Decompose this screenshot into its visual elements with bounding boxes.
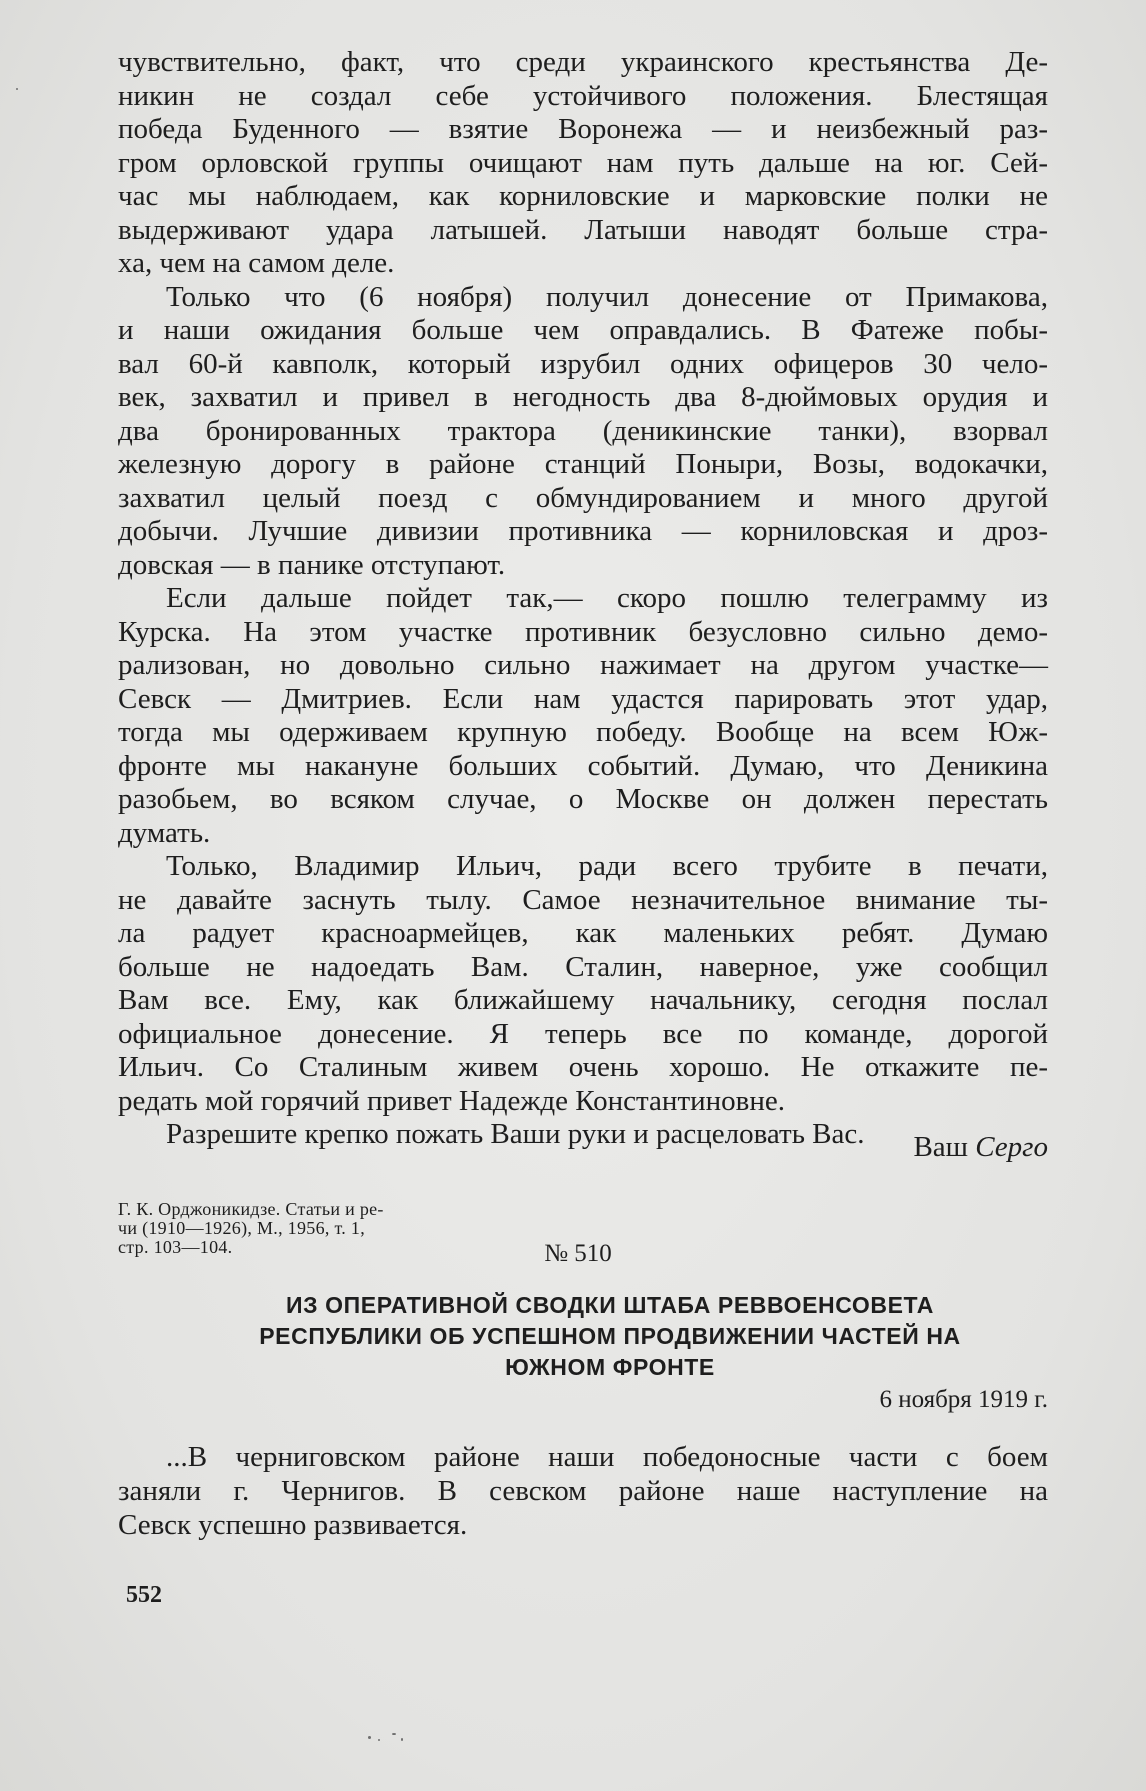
text-line: и наши ожидания больше чем оправдались. В Фатеже побы- <box>118 314 1048 346</box>
text-line: гром орловской группы очищают нам путь дальше на юг. Сей- <box>118 146 1048 179</box>
title-line: РЕСПУБЛИКИ ОБ УСПЕШНОМ ПРОДВИЖЕНИИ ЧАСТЕЙ НА <box>259 1323 961 1349</box>
text-line: захватил целый поезд с обмундированием и много другой <box>118 481 1048 514</box>
text-line: чувствительно, факт, что среди украинского крестьянства Де- <box>118 46 1048 78</box>
page-number: 552 <box>126 1582 162 1608</box>
text-line: добычи. Лучшие дивизии противника — корниловская и дроз- <box>118 515 1048 547</box>
text-line: Разрешите крепко пожать Ваши руки и расцеловать Вас. <box>166 1118 865 1150</box>
text-line: официальное донесение. Я теперь все по команде, дорогой <box>118 1017 1048 1050</box>
text-line: век, захватил и привел в негодность два 8-дюймовых орудия и <box>118 381 1048 413</box>
text-line: Ильич. Со Сталиным живем очень хорошо. Не откажите пе- <box>118 1051 1048 1083</box>
text-line: редать мой горячий привет Надежде Константиновне. <box>118 1084 785 1117</box>
text-line: Если дальше пойдет так,— скоро пошлю телеграмму из <box>166 582 1048 614</box>
letter-paragraph <box>118 1118 1048 1152</box>
text-line: час мы наблюдаем, как корниловские и марковские полки не <box>118 180 1048 212</box>
text-line: победа Буденного — взятие Воронежа — и неизбежный раз- <box>118 113 1048 145</box>
title-line: ИЗ ОПЕРАТИВНОЙ СВОДКИ ШТАБА РЕВВОЕНСОВЕТА <box>286 1292 934 1318</box>
print-speck <box>401 1738 403 1741</box>
text-line: разобьем, во всяком случае, о Москве он должен перестать <box>118 783 1048 815</box>
letter-paragraph <box>118 281 1048 583</box>
text-line: Только, Владимир Ильич, ради всего трубите в печати, <box>166 850 1048 882</box>
print-speck <box>368 1736 371 1739</box>
text-line: заняли г. Чернигов. В севском районе наше наступление на <box>118 1475 1048 1507</box>
text-line: ла радует красноармейцев, как маленьких ребят. Думаю <box>118 917 1048 949</box>
text-line: рализован, но довольно сильно нажимает на другом участке— <box>118 649 1048 681</box>
text-line: два бронированных трактора (деникинские танки), взорвал <box>118 414 1048 447</box>
print-speck <box>378 1739 380 1741</box>
text-line: довская — в панике отступают. <box>118 548 506 581</box>
text-line: никин не создал себе устойчивого положения. Блестящая <box>118 79 1048 112</box>
report-body <box>118 1440 1048 1542</box>
text-line: тогда мы одерживаем крупную победу. Вообще на всем Юж- <box>118 716 1048 748</box>
document-title <box>200 1290 1020 1383</box>
text-line: железную дорогу в районе станций Поныри, Возы, водокачки, <box>118 448 1048 480</box>
text-line: Вам все. Ему, как ближайшему начальнику, сегодня послал <box>118 984 1048 1016</box>
text-line: Севск успешно развивается. <box>118 1509 468 1541</box>
text-line: ...В черниговском районе наши победоносные части с боем <box>166 1441 1048 1473</box>
text-line: выдерживают удара латышей. Латыши наводят больше стра- <box>118 213 1048 246</box>
document-number: № 510 <box>544 1240 612 1267</box>
title-line: ЮЖНОМ ФРОНТЕ <box>505 1354 715 1380</box>
text-line: фронте мы накануне больших событий. Думаю, что Деникина <box>118 749 1048 782</box>
citation-line: стр. 103—104. <box>118 1237 233 1257</box>
text-line: Только что (6 ноября) получил донесение от Примакова, <box>166 280 1048 313</box>
text-line: Курска. На этом участке противник безусловно сильно демо- <box>118 615 1048 648</box>
text-line: думать. <box>118 816 211 849</box>
print-speck <box>16 88 18 90</box>
text-line: не давайте заснуть тылу. Самое незначительное внимание ты- <box>118 883 1048 916</box>
citation-line: Г. К. Орджоникидзе. Статьи и ре- <box>118 1199 384 1219</box>
letter-paragraph <box>118 46 1048 281</box>
print-speck <box>392 1733 396 1735</box>
text-line: Севск — Дмитриев. Если нам удастся парировать этот удар, <box>118 682 1048 715</box>
signature-name: Серго <box>975 1131 1048 1163</box>
text-line: вал 60-й кавполк, который изрубил одних офицеров 30 чело- <box>118 347 1048 380</box>
citation-line: чи (1910—1926), М., 1956, т. 1, <box>118 1218 365 1238</box>
text-line: больше не надоедать Вам. Сталин, наверное, уже сообщил <box>118 950 1048 983</box>
letter-paragraph <box>118 850 1048 1118</box>
document-date: 6 ноября 1919 г. <box>879 1386 1048 1413</box>
letter-paragraph <box>118 582 1048 850</box>
signature <box>913 1131 1048 1164</box>
signature-prefix: Ваш <box>913 1131 969 1163</box>
text-line: ха, чем на самом деле. <box>118 247 395 279</box>
letter-body <box>118 46 1048 1152</box>
